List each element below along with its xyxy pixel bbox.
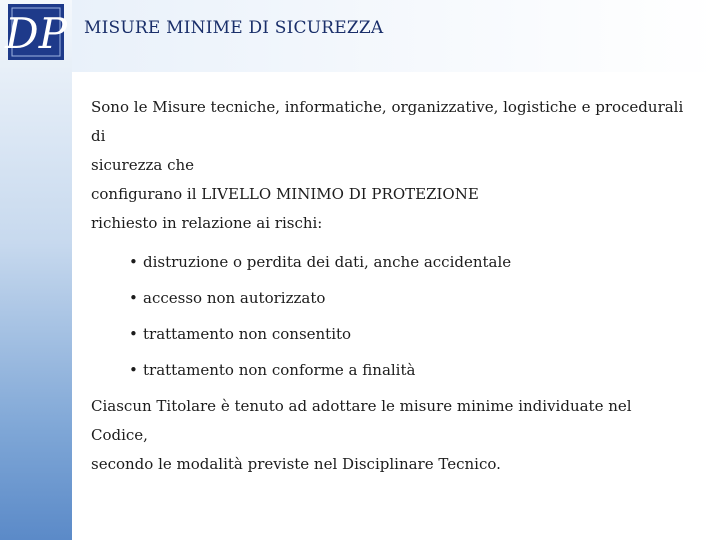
- left-decorative-bar: [0, 0, 72, 540]
- intro-line: richiesto in relazione ai rischi:: [91, 214, 323, 232]
- list-item: [129, 352, 691, 388]
- intro-line: sicurezza che: [91, 156, 195, 174]
- intro-line: configurano il LIVELLO MINIMO DI PROTEZIONE: [91, 185, 479, 203]
- bullet-icon: •: [129, 289, 138, 307]
- list-item: [129, 244, 691, 280]
- list-item: [129, 280, 691, 316]
- slide-content: [91, 93, 691, 479]
- logo-mark-icon: [0, 0, 72, 64]
- bullet-icon: •: [129, 361, 138, 379]
- risk-list: [91, 244, 691, 388]
- logo: [0, 0, 72, 64]
- list-item-text: trattamento non consentito: [143, 325, 352, 343]
- closing-line: secondo le modalità previste nel Disciplinare Tecnico.: [91, 455, 501, 473]
- logo-text: DP: [5, 9, 67, 58]
- list-item-text: accesso non autorizzato: [143, 289, 326, 307]
- closing-line: Ciascun Titolare è tenuto ad adottare le misure minime individuate nel Codice,: [91, 397, 632, 444]
- bullet-icon: •: [129, 325, 138, 343]
- list-item-text: distruzione o perdita dei dati, anche accidentale: [143, 253, 512, 271]
- bullet-icon: •: [129, 253, 138, 271]
- list-item: [129, 316, 691, 352]
- list-item-text: trattamento non conforme a finalità: [143, 361, 416, 379]
- page-title: MISURE MINIME DI SICUREZZA: [84, 18, 384, 38]
- intro-line: Sono le Misure tecniche, informatiche, organizzative, logistiche e procedurali di: [91, 98, 684, 145]
